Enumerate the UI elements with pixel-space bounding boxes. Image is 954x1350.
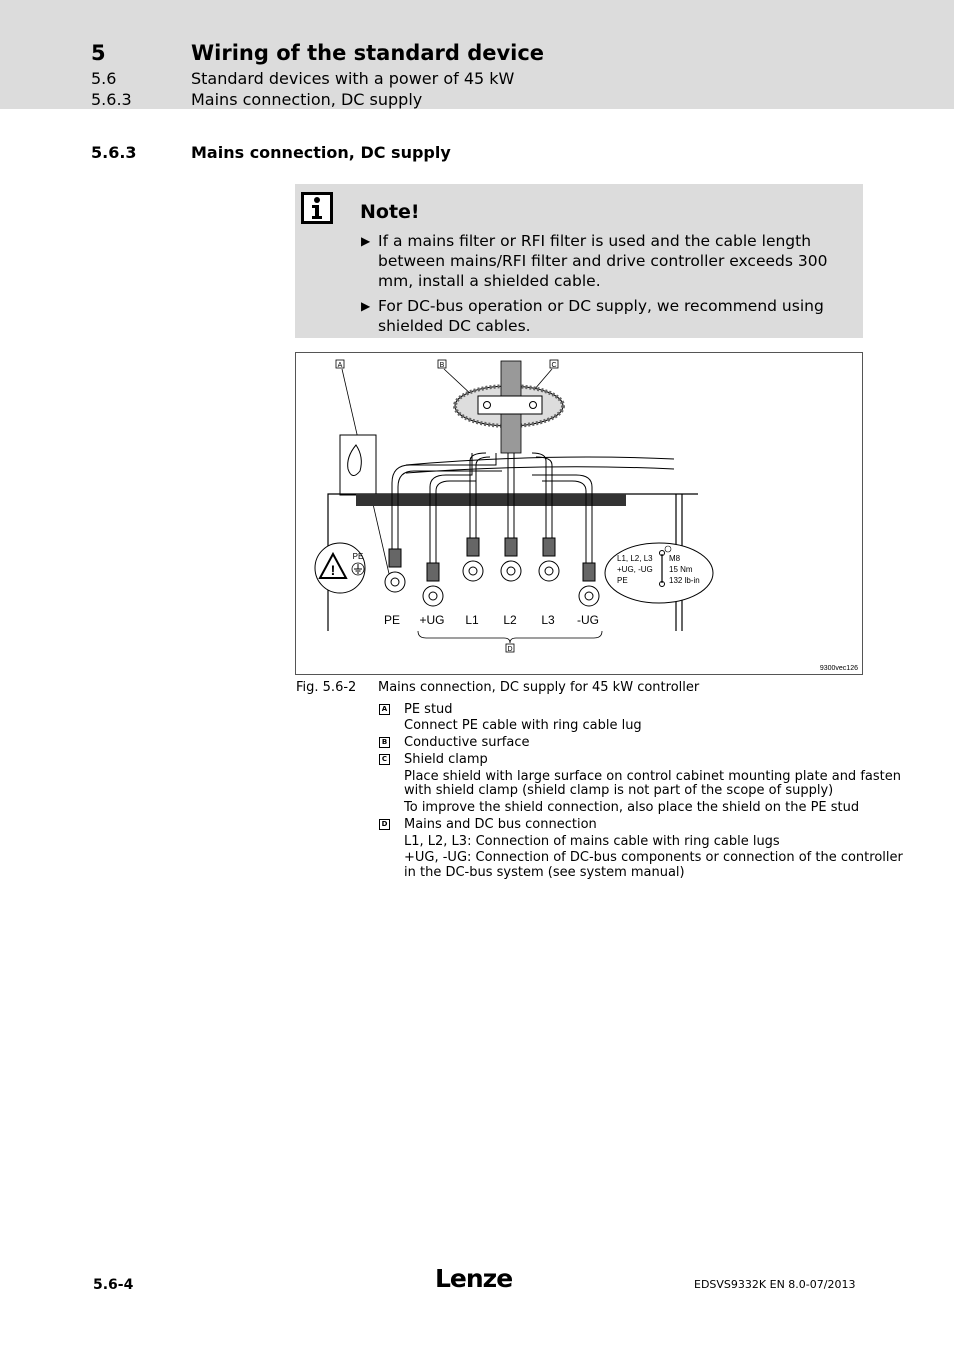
note-bullet-text: For DC-bus operation or DC supply, we recommend using shielded DC cables. bbox=[378, 297, 824, 335]
section-title: Standard devices with a power of 45 kW bbox=[191, 69, 515, 88]
subsection-number: 5.6.3 bbox=[91, 90, 132, 109]
bullet-arrow-icon: ▶ bbox=[361, 234, 371, 248]
document-id: EDSVS9332K EN 8.0-07/2013 bbox=[694, 1278, 856, 1291]
section-heading-number: 5.6.3 bbox=[91, 143, 137, 162]
figure-caption-text: Mains connection, DC supply for 45 kW controller bbox=[378, 680, 700, 695]
figure-caption-number: Fig. 5.6-2 bbox=[296, 680, 357, 695]
lenze-logo: Lenze bbox=[435, 1264, 513, 1293]
wiring-figure bbox=[295, 352, 863, 675]
svg-text:!: ! bbox=[330, 562, 336, 578]
callout-b: B bbox=[439, 362, 445, 369]
legend-letter-d: D bbox=[379, 819, 390, 830]
terminal-label-l1: L1 bbox=[465, 613, 479, 627]
pe-symbol-label: PE bbox=[352, 552, 364, 561]
legend-a-line: PE stud bbox=[404, 702, 453, 717]
callout-d: D bbox=[507, 646, 513, 653]
torque-terminals-1: L1, L2, L3 bbox=[617, 554, 653, 563]
note-bullet-text: If a mains filter or RFI filter is used and the cable length between mains/RFI filter and drive controller exceeds 300 mm, install a shielded cable. bbox=[378, 232, 828, 290]
page-number: 5.6-4 bbox=[93, 1277, 134, 1293]
note-title: Note! bbox=[360, 201, 420, 223]
note-bullet bbox=[361, 296, 841, 336]
legend-c-line: with shield clamp (shield clamp is not part of the scope of supply) bbox=[404, 783, 834, 798]
legend-letter-a: A bbox=[379, 704, 390, 715]
bullet-arrow-icon: ▶ bbox=[361, 299, 371, 313]
terminal-label-l3: L3 bbox=[541, 613, 555, 627]
subsection-title: Mains connection, DC supply bbox=[191, 90, 423, 109]
torque-size: M8 bbox=[669, 554, 681, 563]
torque-nm: 15 Nm bbox=[669, 565, 693, 574]
legend-c-line: To improve the shield connection, also place the shield on the PE stud bbox=[404, 800, 860, 815]
callout-c: C bbox=[551, 362, 557, 369]
header-band bbox=[0, 0, 954, 109]
legend-letter-c: C bbox=[379, 754, 390, 765]
terminal-label-pe: PE bbox=[383, 613, 401, 627]
legend-d-line: +UG, -UG: Connection of DC-bus components or connection of the controller bbox=[404, 850, 903, 865]
note-bullet bbox=[361, 231, 841, 291]
torque-terminals-2: +UG, -UG bbox=[617, 565, 653, 574]
legend-d-line: L1, L2, L3: Connection of mains cable with ring cable lugs bbox=[404, 834, 780, 849]
legend-letter-b: B bbox=[379, 737, 390, 748]
torque-terminals-3: PE bbox=[617, 576, 628, 585]
legend-a-line: Connect PE cable with ring cable lug bbox=[404, 718, 642, 733]
terminal-label-minus-ug: -UG bbox=[577, 613, 599, 627]
legend-d-line: Mains and DC bus connection bbox=[404, 817, 597, 832]
torque-lbin: 132 lb-in bbox=[669, 576, 700, 585]
section-heading-title: Mains connection, DC supply bbox=[191, 143, 451, 162]
terminal-label-l2: L2 bbox=[503, 613, 517, 627]
note-box bbox=[295, 184, 863, 338]
chapter-title: Wiring of the standard device bbox=[191, 41, 545, 65]
legend-c-line: Place shield with large surface on control cabinet mounting plate and fasten bbox=[404, 769, 901, 784]
terminal-label-plus-ug: +UG bbox=[419, 613, 445, 627]
section-number: 5.6 bbox=[91, 69, 117, 88]
legend-d-line: in the DC-bus system (see system manual) bbox=[404, 865, 685, 880]
legend-b-line: Conductive surface bbox=[404, 735, 530, 750]
callout-a: A bbox=[337, 362, 343, 369]
legend-c-line: Shield clamp bbox=[404, 752, 488, 767]
figure-image-id: 9300vec126 bbox=[819, 665, 858, 672]
info-icon bbox=[301, 192, 333, 224]
chapter-number: 5 bbox=[91, 41, 106, 65]
